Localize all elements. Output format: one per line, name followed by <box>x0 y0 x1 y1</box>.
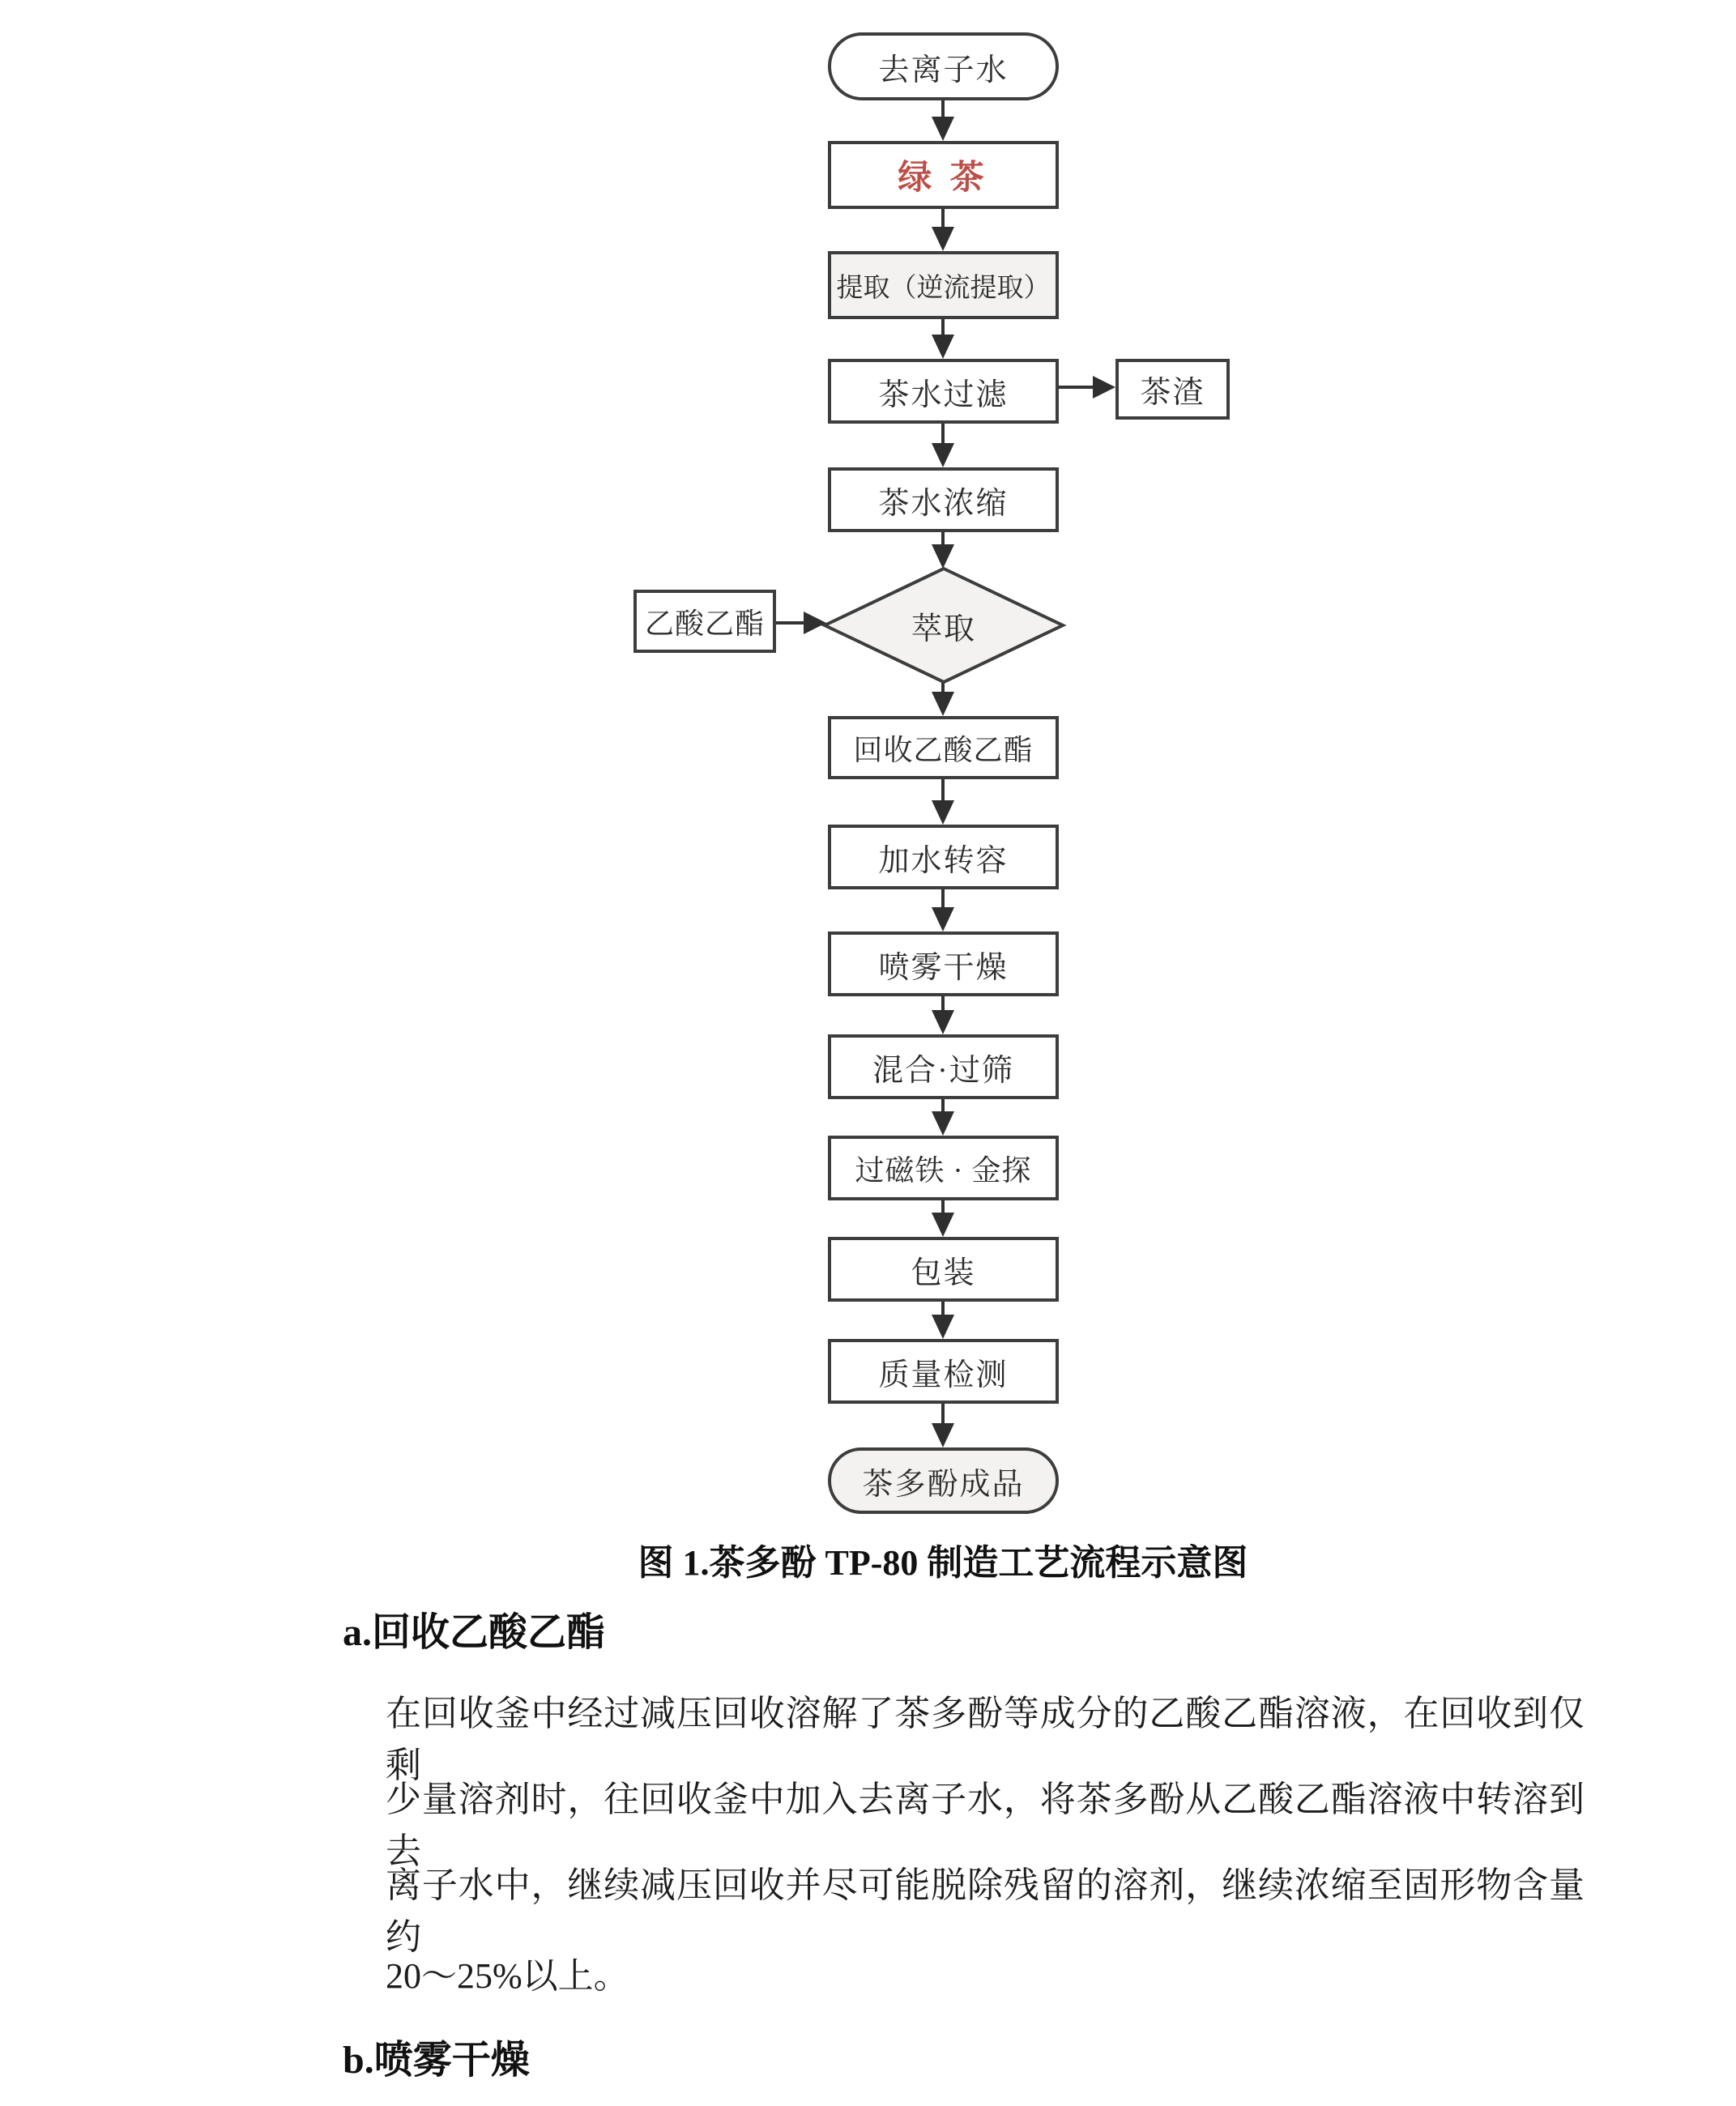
flow-node-mixing-sieving <box>828 1034 1059 1099</box>
flow-node-label: 去离子水 <box>878 53 1009 87</box>
flow-node-label: 茶多酚成品 <box>862 1467 1025 1502</box>
flow-node-label: 茶水浓缩 <box>878 486 1009 521</box>
flow-node-label: 过磁铁 · 金探 <box>855 1153 1032 1187</box>
paragraph-line: 少量溶剂时，往回收釜中加入去离子水，将茶多酚从乙酸乙酯溶液中转溶到去 <box>386 1780 1585 1871</box>
flow-node-label: 茶渣 <box>1140 376 1205 410</box>
flow-node-tea-filtration <box>828 359 1059 424</box>
flow-node-tea-residue <box>1115 359 1230 420</box>
flow-node-tea-polyphenol-product <box>828 1447 1059 1514</box>
flow-node-label: 喷雾干燥 <box>878 950 1009 985</box>
flow-node-deionized-water <box>828 32 1059 100</box>
flow-node-label: 混合·过筛 <box>872 1053 1014 1088</box>
flow-node-ethyl-acetate <box>633 590 776 653</box>
paragraph-line: 在回收釜中经过减压回收溶解了茶多酚等成分的乙酸乙酯溶液，在回收到仅剩 <box>386 1694 1585 1785</box>
flow-node-label: 绿 茶 <box>898 160 989 197</box>
flow-node-green-tea <box>828 141 1059 209</box>
section-heading-b: b.喷雾干燥 <box>343 2039 530 2082</box>
flow-node-label: 茶水过滤 <box>878 377 1009 412</box>
flow-node-label: 回收乙酸乙酯 <box>853 733 1034 766</box>
flow-node-quality-inspection <box>828 1339 1059 1404</box>
flow-node-label: 质量检测 <box>878 1358 1009 1392</box>
section-heading-a: a.回收乙酸乙酯 <box>343 1611 606 1654</box>
flow-node-magnet-metal-detector <box>828 1136 1059 1200</box>
flow-node-label: 提取（逆流提取） <box>836 273 1051 303</box>
flow-node-spray-drying <box>828 932 1059 996</box>
flow-node-solvent-extraction <box>821 565 1066 685</box>
flow-node-label: 萃取 <box>911 612 976 646</box>
paragraph-line: 离子水中，继续减压回收并尽可能脱除残留的溶剂，继续浓缩至固形物含量约 <box>386 1865 1585 1957</box>
paragraph-line: 20～25%以上。 <box>386 1956 629 1996</box>
flow-node-label: 乙酸乙酯 <box>644 607 765 640</box>
flow-node-packaging <box>828 1237 1059 1302</box>
flow-node-add-water-transfer <box>828 825 1059 889</box>
flow-node-tea-concentration <box>828 467 1059 532</box>
flow-node-label: 加水转容 <box>878 843 1009 878</box>
flow-node-extraction <box>828 251 1059 319</box>
figure-caption: 图 1.茶多酚 TP-80 制造工艺流程示意图 <box>638 1543 1248 1583</box>
flow-node-recover-ethyl-acetate <box>828 716 1059 779</box>
flow-node-label: 包装 <box>911 1256 976 1290</box>
